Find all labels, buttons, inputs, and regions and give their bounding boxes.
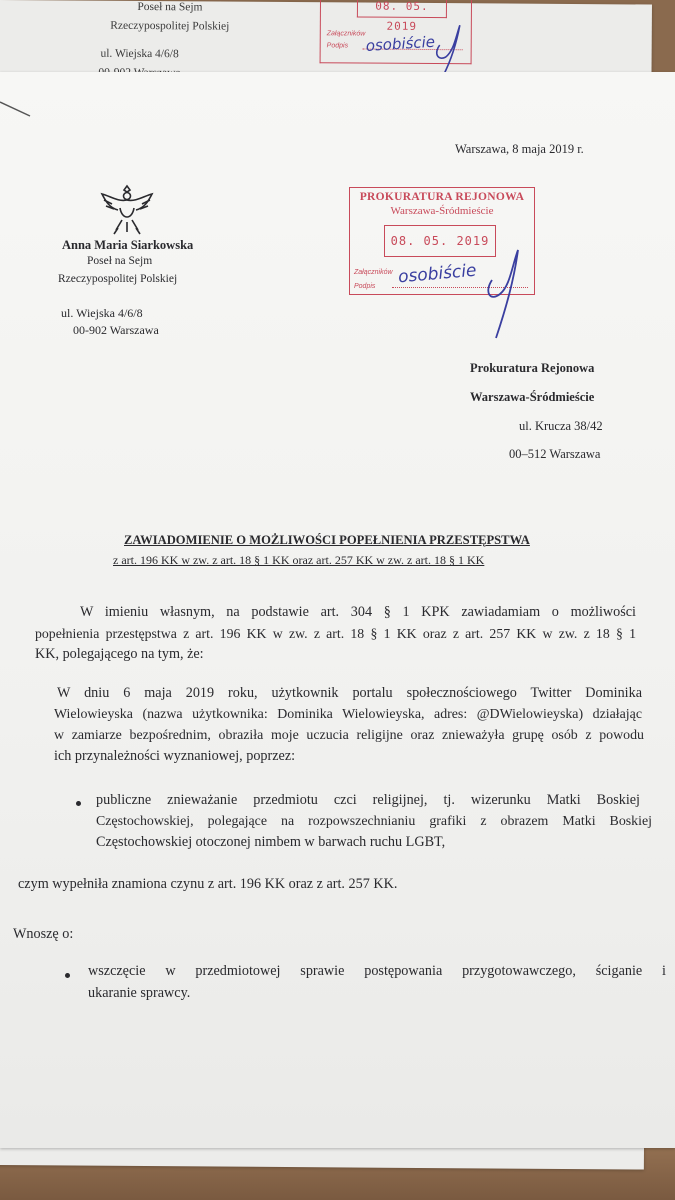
para2-line: W dniu 6 maja 2019 roku, użytkownik portalu społecznościowego Twitter Dominika [57, 685, 642, 701]
para1-line: popełnienia przestępstwa z art. 196 KK w zw. z art. 18 § 1 KK oraz z art. 257 KK w zw. z 18 § 1 [35, 626, 636, 641]
recipient-postcode: 00–512 Warszawa [509, 447, 601, 461]
sender-name: Anna Maria Siarkowska [62, 238, 194, 252]
place-date: Warszawa, 8 maja 2019 r. [455, 142, 584, 156]
recipient-line: Prokuratura Rejonowa [470, 361, 595, 375]
para2-line: Wielowieyska (nazwa użytkownika: Dominika Wielowieyska, adres: @DWielowieyska) działając [54, 707, 642, 722]
recipient-line: Warszawa-Śródmieście [470, 390, 595, 404]
back-stamp-date: 08. 05. 2019 [357, 0, 447, 18]
sender-street: ul. Wiejska 4/6/8 [61, 306, 143, 320]
letter-page [0, 72, 675, 1148]
sender-line: Poseł na Sejm [87, 255, 153, 267]
stamp-reg-label: Załączników [354, 269, 393, 276]
signature-stroke [480, 244, 530, 344]
sender-line: Rzeczypospolitej Polskiej [58, 273, 178, 285]
stamp-sig-label: Podpis [354, 283, 376, 290]
back-sender-line: Rzeczypospolitej Polskiej [110, 19, 230, 33]
back-sender-line: ul. Wiejska 4/6/8 [100, 47, 179, 61]
back-stamp-reg-label: Załączników [326, 30, 366, 38]
bullet1-line: Częstochowskiej, polegające na rozpowszechnianiu grafiki z obrazem Matki Boskiej [96, 814, 652, 829]
document-title: ZAWIADOMIENIE O MOŻLIWOŚCI POPEŁNIENIA PRZESTĘPSTWA [124, 533, 530, 547]
sender-postcode: 00-902 Warszawa [73, 323, 159, 337]
request-heading: Wnoszę o: [13, 926, 74, 942]
bullet2-line: wszczęcie w przedmiotowej sprawie postępowania przygotowawczego, ściganie i [88, 963, 666, 979]
back-sender-line: Poseł na Sejm [137, 0, 203, 14]
para1-line: KK, polegającego na tym, że: [35, 646, 204, 662]
para2-line: w zamiarze bezpośrednim, obraziła moje uczucia religijne oraz znieważyła grupę osób z powodu [54, 728, 644, 743]
bullet1-line: Częstochowskiej otoczonej nimbem w barwach ruchu LGBT, [96, 834, 446, 850]
stamp-subtitle: Warszawa-Śródmieście [390, 205, 494, 217]
stamp-handwriting: osobiście [397, 260, 478, 288]
back-stamp-sig-label: Podpis [326, 42, 349, 50]
bullet-icon [65, 973, 70, 978]
bullet2-line: ukaranie sprawcy. [88, 985, 191, 1001]
document-subtitle: z art. 196 KK w zw. z art. 18 § 1 KK oraz art. 257 KK w zw. z art. 18 § 1 KK [113, 553, 485, 567]
stamp-title: PROKURATURA REJONOWA [359, 191, 525, 203]
bullet1-line: publiczne znieważanie przedmiotu czci religijnej, tj. wizerunku Matki Boskiej [96, 792, 640, 808]
para2-line: ich przynależności wyznaniowej, poprzez: [54, 748, 296, 764]
para1-line: W imieniu własnym, na podstawie art. 304 § 1 KPK zawiadamiam o możliwości [80, 604, 636, 620]
pencil-tip [0, 100, 40, 120]
bullet-icon [76, 801, 81, 806]
stamp-date: 08. 05. 2019 [384, 225, 496, 257]
eagle-emblem-icon [98, 180, 156, 238]
recipient-street: ul. Krucza 38/42 [519, 419, 603, 433]
conclusion: czym wypełniła znamiona czynu z art. 196 KK oraz z art. 257 KK. [18, 876, 398, 892]
back-signature-stroke [429, 17, 469, 77]
back-handwriting: osobiście [365, 32, 436, 55]
